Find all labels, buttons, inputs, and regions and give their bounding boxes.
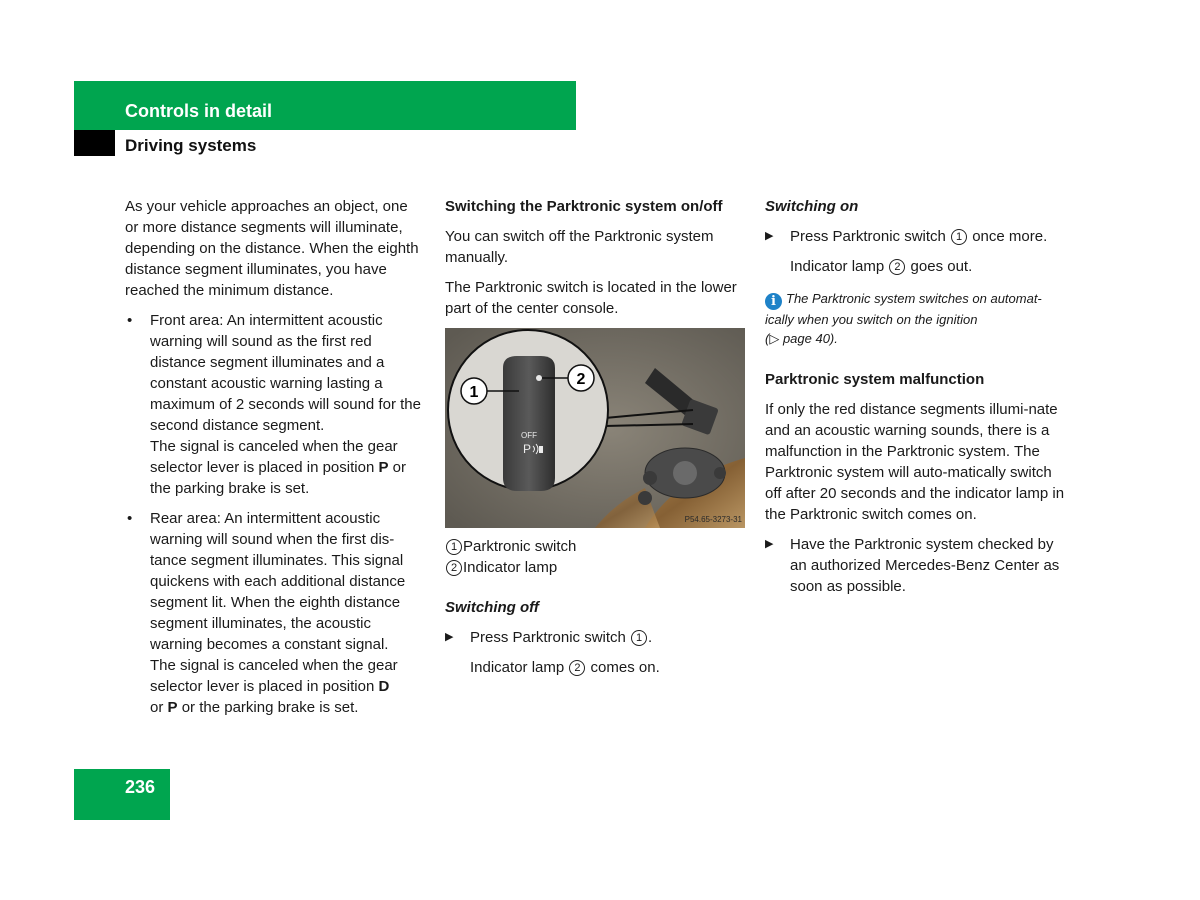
- subsection-title: Driving systems: [125, 136, 257, 155]
- position-d: D: [378, 678, 390, 695]
- position-p: P: [167, 699, 178, 716]
- callout-2: 2: [576, 371, 586, 388]
- switching-heading: Switching the Parktronic system on/off: [445, 198, 723, 215]
- legend-item: [445, 536, 745, 557]
- column-2: [445, 196, 745, 687]
- arrow-icon: ▶: [765, 538, 774, 550]
- page-reference-link[interactable]: (▷ page 40).: [765, 331, 838, 346]
- subsection-marker: [74, 130, 115, 156]
- switching-off-heading: Switching off: [445, 599, 539, 616]
- result-number: 2: [569, 660, 585, 676]
- switch-p-label: P: [523, 442, 532, 456]
- malfunction-heading: Parktronic system malfunction: [765, 371, 985, 388]
- result-text-end: comes on.: [586, 659, 660, 676]
- front-area-text: Front area: An intermittent acoustic warning will sound as the first red distance segment illuminates and a constant acoustic warning lasting a maximum of 2 seconds will sound for the second distance segment.: [150, 312, 421, 434]
- bullet-rear-area: [125, 508, 425, 718]
- switch-on-result: [765, 256, 1070, 277]
- legend-text: Indicator lamp: [463, 559, 558, 576]
- info-note: [765, 289, 1070, 348]
- manual-switch-paragraph: You can switch off the Parktronic system manually.: [445, 228, 714, 266]
- rear-area-cancel-end: or the parking brake is set.: [177, 699, 359, 716]
- step-number: 1: [631, 630, 647, 646]
- rear-area-or: or: [150, 699, 168, 716]
- bullet-dot: •: [127, 510, 133, 527]
- switch-off-label: OFF: [521, 431, 537, 440]
- info-icon: i: [765, 293, 782, 310]
- page-number: 236: [125, 777, 156, 797]
- page-number-box: [74, 769, 170, 820]
- step-text-end: once more.: [968, 228, 1048, 245]
- front-area-cancel: The signal is canceled when the gear selector lever is placed in position: [150, 438, 398, 476]
- switch-off-result: [445, 657, 745, 678]
- image-code: P54.65-3273-31: [684, 515, 742, 524]
- arrow-icon: ▶: [445, 631, 454, 643]
- column-1: [125, 196, 425, 727]
- step-text: Press Parktronic switch: [790, 228, 951, 245]
- section-title: Controls in detail: [125, 101, 273, 121]
- legend-number: 1: [446, 539, 462, 555]
- legend-item: [445, 557, 745, 578]
- note-text: The Parktronic system switches on automat-ically when you switch on the ignition: [765, 291, 1042, 327]
- legend-text: Parktronic switch: [463, 538, 577, 555]
- result-text-end: goes out.: [906, 258, 973, 275]
- switch-location-paragraph: The Parktronic switch is located in the lower part of the center console.: [445, 279, 737, 317]
- result-text: Indicator lamp: [470, 659, 569, 676]
- arrow-icon: ▶: [765, 230, 774, 242]
- callout-1: 1: [469, 384, 479, 401]
- position-p: P: [378, 459, 389, 476]
- step-text-end: .: [648, 629, 653, 646]
- legend-number: 2: [446, 560, 462, 576]
- step-number: 1: [951, 229, 967, 245]
- front-area-cancel-end: or the parking brake is set.: [150, 459, 406, 497]
- malfunction-paragraph: If only the red distance segments illumi-nate and an acoustic warning sounds, there is a malfunction in the Parktronic system. The Parktronic system will auto-matically switch off after 20 seconds and the indicator lamp in the Parktronic switch comes on.: [765, 401, 1065, 523]
- result-number: 2: [889, 259, 905, 275]
- column-3: [765, 196, 1070, 606]
- switch-on-step: [765, 226, 1070, 247]
- intro-paragraph: As your vehicle approaches an object, one or more distance segments will illuminate, depending on the distance. When the eighth distance segment illuminates, you have reached the minimum distance.: [125, 198, 419, 299]
- rear-area-cancel: The signal is canceled when the gear selector lever is placed in position: [150, 657, 398, 695]
- malfunction-step: [765, 534, 1070, 597]
- bullet-front-area: [125, 310, 425, 499]
- step-text: Have the Parktronic system checked by an authorized Mercedes-Benz Center as soon as possible.: [790, 536, 1060, 595]
- parktronic-switch-photo: [445, 328, 745, 528]
- bullet-dot: •: [127, 312, 133, 329]
- rear-area-text: Rear area: An intermittent acoustic warning will sound when the first dis-tance segment illuminates. This signal quickens with each additional distance segment lit. When the eighth distance segment illuminates, the acoustic warning becomes a constant signal.: [150, 510, 406, 653]
- switch-off-step: [445, 627, 745, 648]
- switching-on-heading: Switching on: [765, 198, 859, 215]
- step-text: Press Parktronic switch: [470, 629, 631, 646]
- result-text: Indicator lamp: [790, 258, 889, 275]
